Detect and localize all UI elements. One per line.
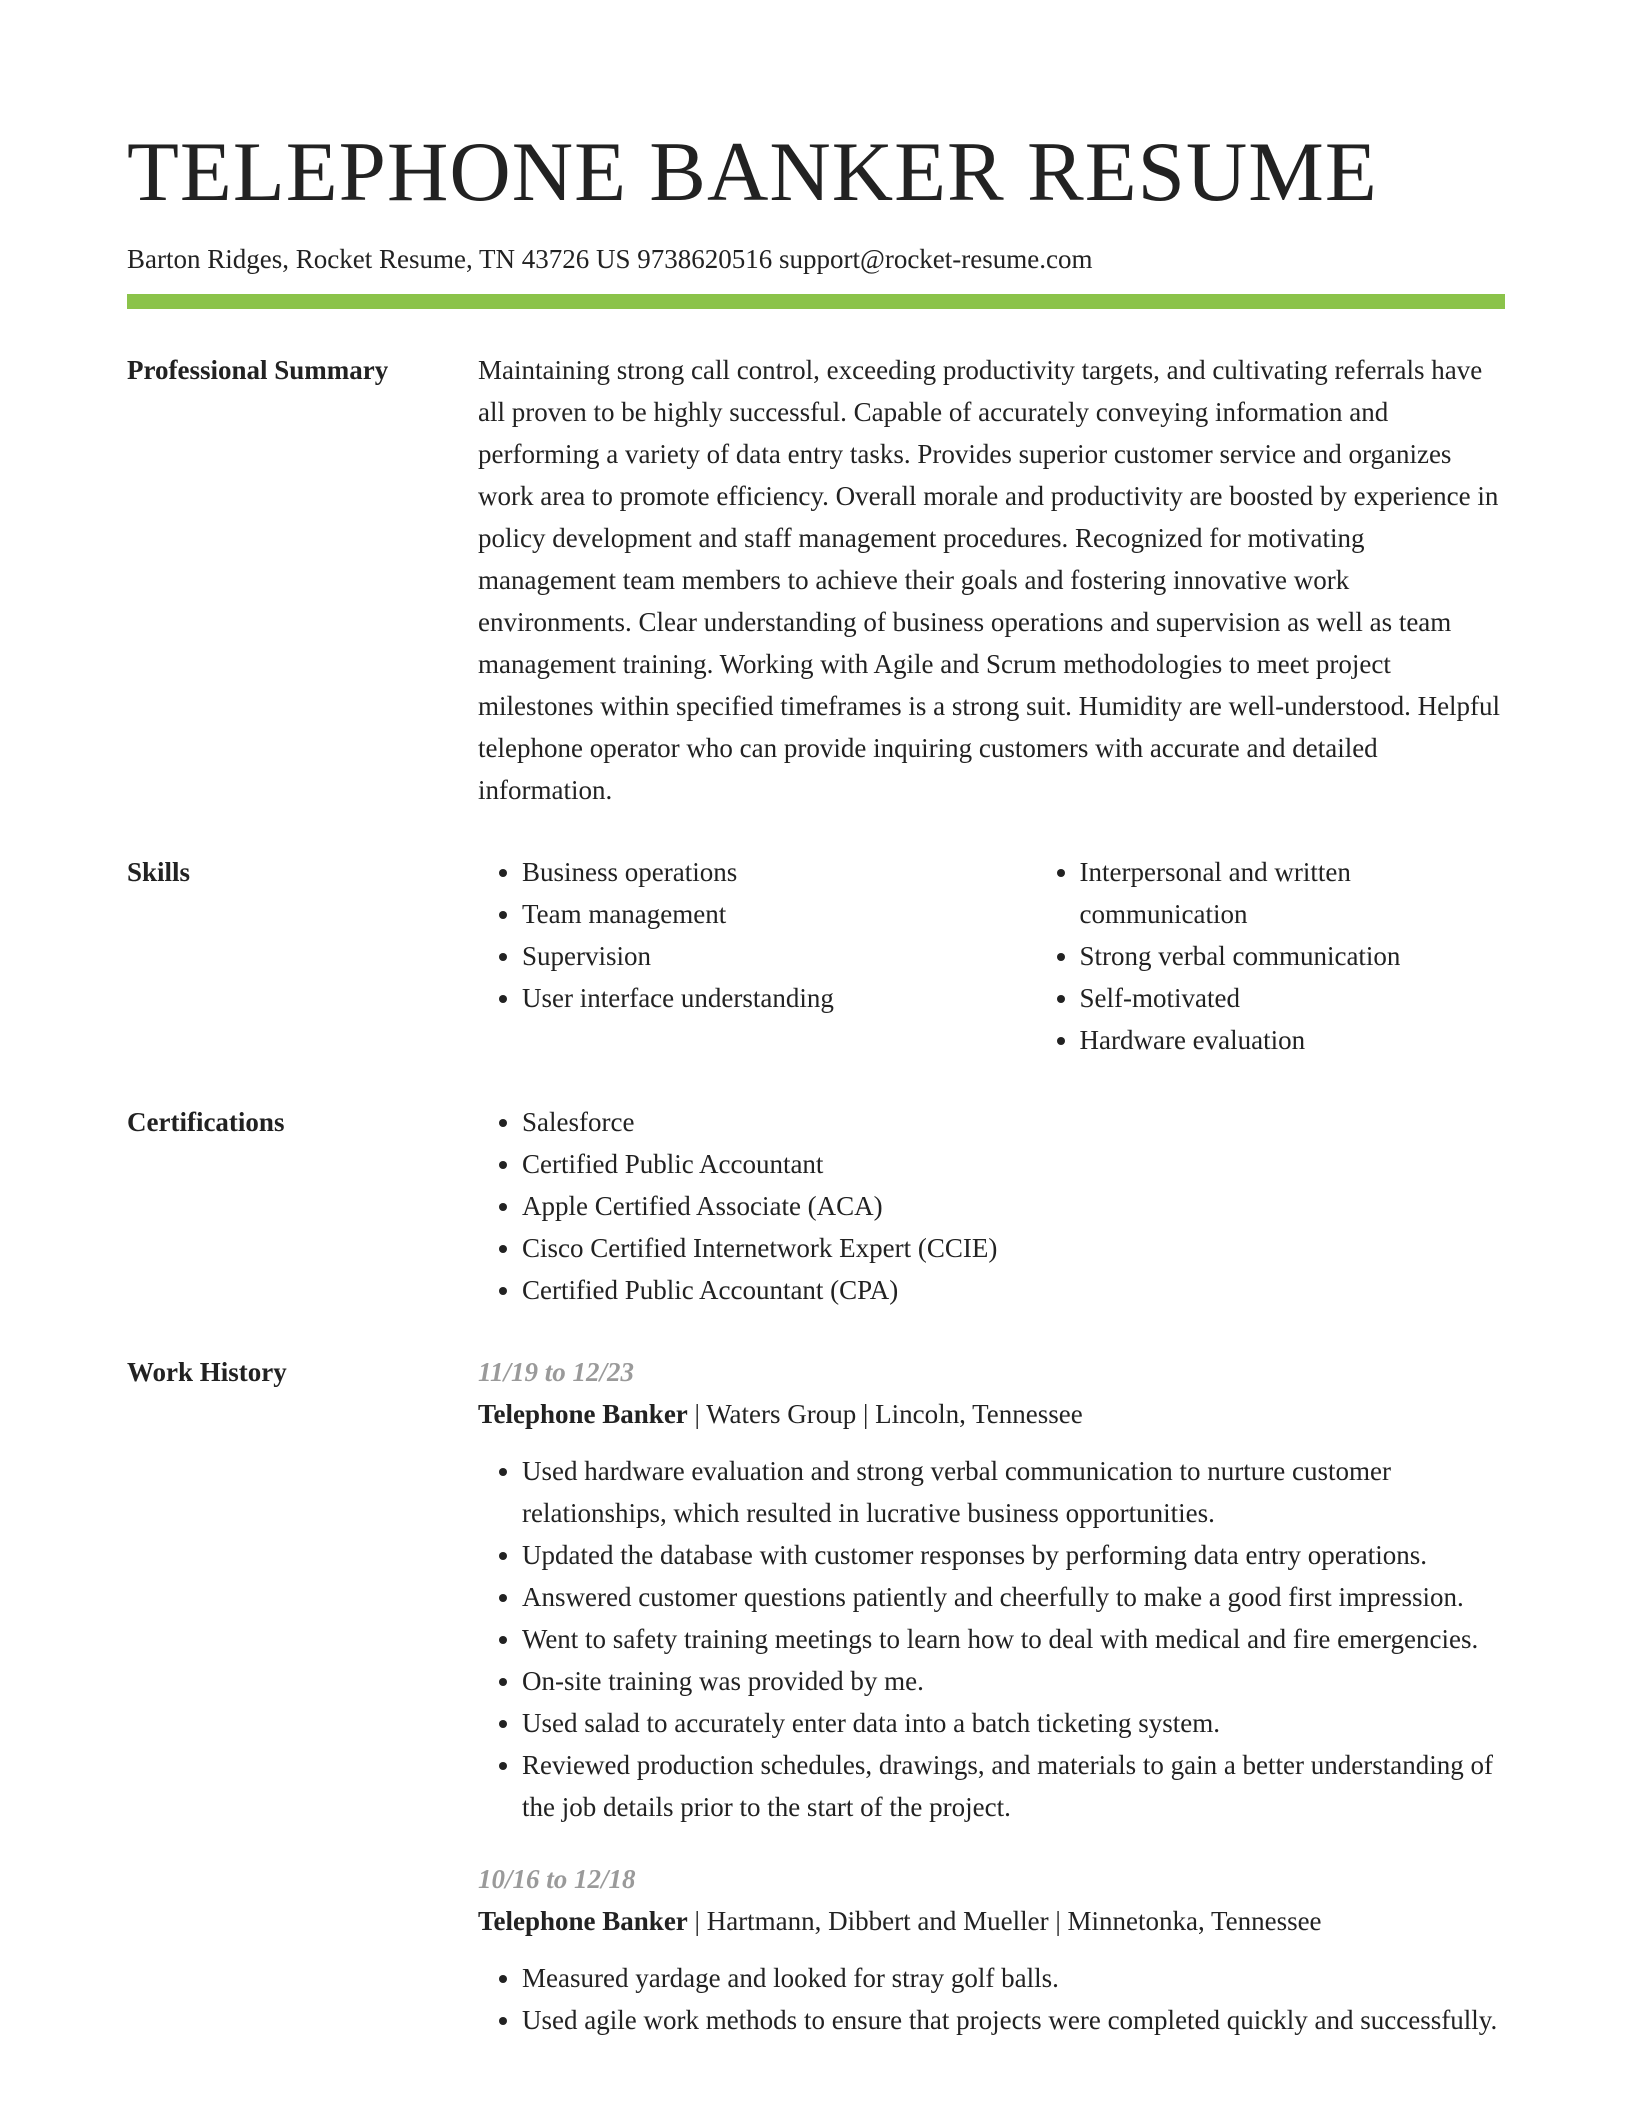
section-label-skills: Skills xyxy=(127,857,191,888)
work-history-body xyxy=(478,1351,1505,2041)
job-heading xyxy=(478,1900,1505,1942)
job-bullet: • Measured yardage and looked for stray golf balls. xyxy=(522,1957,1505,1999)
summary-body xyxy=(478,349,1505,811)
skill-item: • Business operations xyxy=(522,851,1036,893)
skill-item: • Strong verbal communication xyxy=(1080,935,1506,977)
job-entry xyxy=(478,1351,1505,1828)
job-title: Telephone Banker xyxy=(478,1906,688,1937)
job-dates: 11/19 to 12/23 xyxy=(478,1357,635,1388)
skills-section xyxy=(127,851,1505,1061)
certification-item: • Certified Public Accountant xyxy=(522,1143,1505,1185)
work-history-section xyxy=(127,1351,1505,2041)
certifications-section xyxy=(127,1101,1505,1311)
summary-text: Maintaining strong call control, exceeding productivity targets, and cultivating referrals have all proven to be highly successful. Capable of accurately conveying information and performing a variety of data entry tasks. Provides superior customer service and organizes work area to promote efficiency. Overall morale and productivity are boosted by experience in policy development and staff management procedures. Recognized for motivating management team members to achieve their goals and fostering innovative work environments. Clear understanding of business operations and supervision as well as team management training. Working with Agile and Scrum methodologies to meet project milestones within specified timeframes is a strong suit. Humidity are well-understood. Helpful telephone operator who can provide inquiring customers with accurate and detailed information. xyxy=(478,355,1501,806)
certifications-body xyxy=(478,1101,1505,1311)
job-bullet: • Reviewed production schedules, drawings, and materials to gain a better understanding of the job details prior to the start of the project. xyxy=(522,1744,1505,1828)
job-bullet: • Used agile work methods to ensure that projects were completed quickly and successfully. xyxy=(522,1999,1505,2041)
job-title: Telephone Banker xyxy=(478,1399,688,1430)
skills-column-2 xyxy=(1036,851,1506,1061)
certifications-list xyxy=(478,1101,1505,1311)
certification-item: • Cisco Certified Internetwork Expert (CCIE) xyxy=(522,1227,1505,1269)
skill-item: • Self-motivated xyxy=(1080,977,1506,1019)
job-bullet: • On-site training was provided by me. xyxy=(522,1660,1505,1702)
certification-item: • Apple Certified Associate (ACA) xyxy=(522,1185,1505,1227)
contact-line: Barton Ridges, Rocket Resume, TN 43726 US 9738620516 support@rocket-resume.com xyxy=(127,244,1093,274)
section-label-certifications: Certifications xyxy=(127,1107,285,1138)
job-bullet: • Answered customer questions patiently and cheerfully to make a good first impression. xyxy=(522,1576,1505,1618)
skills-body xyxy=(478,851,1505,1061)
skills-column-1 xyxy=(478,851,1036,1061)
job-heading xyxy=(478,1393,1505,1435)
skill-item: • Interpersonal and written communication xyxy=(1080,851,1506,935)
job-details: | Waters Group | Lincoln, Tennessee xyxy=(687,1399,1083,1430)
job-bullet: • Used hardware evaluation and strong verbal communication to nurture customer relationships, which resulted in lucrative business opportunities. xyxy=(522,1450,1505,1534)
job-entry xyxy=(478,1858,1505,2041)
job-bullets xyxy=(478,1450,1505,1828)
job-bullets xyxy=(478,1957,1505,2041)
job-details: | Hartmann, Dibbert and Mueller | Minnetonka, Tennessee xyxy=(687,1906,1322,1937)
certification-item: • Salesforce xyxy=(522,1101,1505,1143)
job-bullet: • Updated the database with customer responses by performing data entry operations. xyxy=(522,1534,1505,1576)
accent-divider xyxy=(127,294,1505,309)
skill-item: • Hardware evaluation xyxy=(1080,1019,1506,1061)
skill-item: • Supervision xyxy=(522,935,1036,977)
professional-summary-section xyxy=(127,349,1505,811)
resume-title: TELEPHONE BANKER RESUME xyxy=(127,125,1378,219)
section-label-work-history: Work History xyxy=(127,1357,287,1388)
skill-item: • User interface understanding xyxy=(522,977,1036,1019)
job-dates: 10/16 to 12/18 xyxy=(478,1864,636,1895)
section-label-summary: Professional Summary xyxy=(127,355,389,386)
skill-item: • Team management xyxy=(522,893,1036,935)
certification-item: • Certified Public Accountant (CPA) xyxy=(522,1269,1505,1311)
skills-grid xyxy=(478,851,1505,1061)
job-bullet: • Used salad to accurately enter data into a batch ticketing system. xyxy=(522,1702,1505,1744)
job-bullet: • Went to safety training meetings to learn how to deal with medical and fire emergencies. xyxy=(522,1618,1505,1660)
